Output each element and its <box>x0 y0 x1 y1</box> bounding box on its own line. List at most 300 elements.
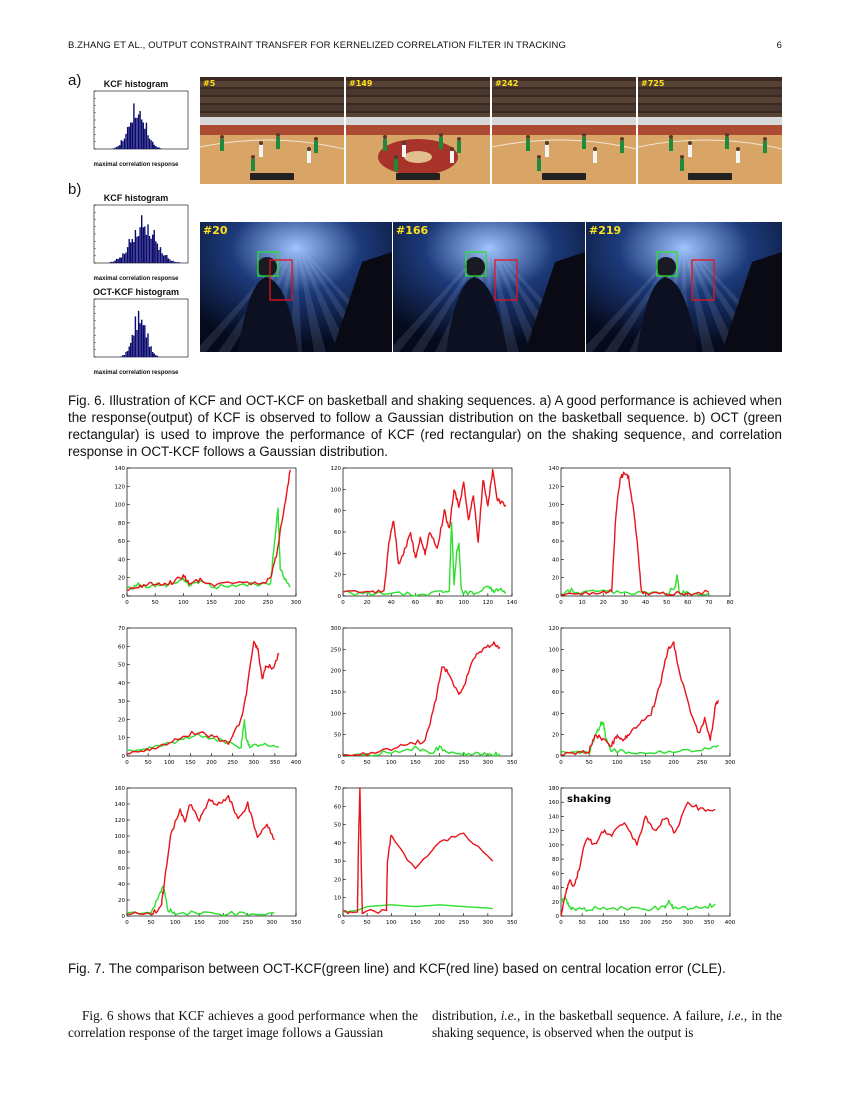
histogram-bar <box>124 139 125 149</box>
x-tick-label: 120 <box>482 600 494 606</box>
body-text: , in the shaking sequence, is observed when the output is <box>432 1008 783 1040</box>
cle-plot-6 <box>544 624 744 772</box>
x-tick-label: 200 <box>434 920 445 926</box>
x-tick-label: 60 <box>684 600 692 606</box>
histogram-bar <box>130 343 131 357</box>
histogram-bar <box>176 262 177 263</box>
histogram-bar <box>154 354 155 358</box>
histogram-bar <box>155 241 156 263</box>
plot-frame <box>561 628 730 756</box>
crowd-row <box>492 97 636 103</box>
crowd-row <box>346 97 490 103</box>
basketball-frame <box>346 77 490 184</box>
player <box>251 159 255 171</box>
x-tick-label: 70 <box>705 600 713 606</box>
x-tick-label: 80 <box>436 600 444 606</box>
y-tick-label: 80 <box>118 850 125 856</box>
x-tick-label: 250 <box>661 920 672 926</box>
y-tick-label: 60 <box>552 871 559 878</box>
x-tick-label: 0 <box>125 600 129 606</box>
player-head <box>725 133 729 137</box>
histogram-bar <box>138 236 139 263</box>
histogram-bar <box>130 123 131 150</box>
plot-frame <box>127 628 296 756</box>
histogram-bar <box>122 355 123 357</box>
basketball-frame <box>638 77 782 184</box>
histogram-bar <box>161 253 162 263</box>
histogram-bar <box>160 148 161 149</box>
player-head <box>680 155 684 159</box>
x-tick-label: 20 <box>599 600 607 606</box>
player-head <box>736 147 740 151</box>
frame-number: #725 <box>641 79 665 88</box>
histogram-bar <box>150 140 151 149</box>
x-tick-label: 350 <box>703 920 715 926</box>
histogram-bar <box>139 227 140 263</box>
frame-number: #5 <box>203 79 216 88</box>
x-tick-label: 300 <box>482 920 494 926</box>
plot-title: shaking <box>567 794 612 805</box>
histogram-bar <box>116 147 117 149</box>
histogram-bar <box>122 141 123 149</box>
player <box>669 139 673 151</box>
y-tick-label: 30 <box>334 859 341 866</box>
x-tick-label: 40 <box>387 600 395 606</box>
histogram-bar <box>171 261 172 263</box>
histogram-bar <box>133 242 134 263</box>
plot-frame <box>343 788 512 916</box>
histogram-bar <box>157 356 158 357</box>
x-tick-label: 100 <box>170 920 181 926</box>
histogram-bar <box>135 230 136 263</box>
player <box>383 139 387 151</box>
x-tick-label: 50 <box>147 920 155 926</box>
crowd-row <box>200 105 344 111</box>
x-tick-label: 200 <box>434 760 445 766</box>
player-head <box>582 133 586 137</box>
panel-b-label: b) <box>68 181 82 198</box>
histogram-bar <box>152 352 153 357</box>
histogram-bar <box>163 255 164 263</box>
y-tick-label: 20 <box>552 575 559 582</box>
x-tick-label: 350 <box>269 760 281 766</box>
cle-plot-1 <box>110 464 310 612</box>
panel-a-label: a) <box>68 72 82 89</box>
frame-number: #219 <box>589 224 622 237</box>
histogram-bar <box>143 325 144 357</box>
histogram-bar <box>138 114 139 149</box>
x-tick-label: 350 <box>506 760 518 766</box>
histogram-bar <box>136 237 137 263</box>
histogram-bar <box>129 347 130 358</box>
y-tick-label: 30 <box>118 699 125 706</box>
player <box>276 137 280 149</box>
frame-number: #166 <box>396 224 429 237</box>
y-tick-label: 80 <box>118 520 125 527</box>
y-tick-label: 80 <box>334 508 341 515</box>
histogram-bar <box>158 147 159 149</box>
histogram-title: KCF histogram <box>103 193 169 203</box>
performer-head <box>656 257 676 277</box>
player-head <box>383 135 387 139</box>
basketball-frame <box>200 77 344 184</box>
player-head <box>593 147 597 151</box>
x-tick-label: 10 <box>578 600 586 606</box>
y-tick-label: 160 <box>114 786 125 792</box>
histogram-bar <box>124 355 125 357</box>
y-tick-label: 160 <box>548 800 559 807</box>
player-head <box>439 133 443 137</box>
player-head <box>220 135 224 139</box>
histogram-plot <box>80 297 192 365</box>
histogram-bar <box>146 337 147 357</box>
histogram-bar <box>177 262 178 263</box>
x-tick-label: 350 <box>290 920 302 926</box>
histogram-bar <box>146 123 147 149</box>
player <box>314 141 318 153</box>
histogram-plot <box>80 89 192 157</box>
histogram-bar <box>165 255 166 263</box>
y-tick-label: 120 <box>548 484 559 491</box>
histogram-bar <box>166 255 167 263</box>
crowd-row <box>200 97 344 103</box>
y-tick-label: 20 <box>552 732 559 739</box>
y-tick-label: 40 <box>118 680 125 687</box>
x-tick-label: 300 <box>290 600 302 606</box>
histogram-bar <box>155 355 156 357</box>
y-tick-label: 120 <box>548 828 559 835</box>
histogram-bar <box>121 356 122 357</box>
histogram-bar <box>135 118 136 149</box>
y-tick-label: 10 <box>334 895 341 902</box>
y-tick-label: 70 <box>118 626 125 632</box>
y-tick-label: 120 <box>330 466 341 472</box>
scoreboard <box>688 173 732 180</box>
x-tick-label: 80 <box>726 600 734 606</box>
plot-frame <box>127 788 296 916</box>
crowd-row <box>492 89 636 95</box>
player <box>763 141 767 153</box>
player <box>259 145 263 157</box>
histogram-bar <box>129 127 130 149</box>
x-tick-label: 300 <box>682 920 693 926</box>
histogram-bar <box>132 335 133 357</box>
x-tick-label: 150 <box>185 760 196 766</box>
histogram-bar <box>116 259 117 263</box>
x-tick-label: 250 <box>262 600 274 606</box>
histogram-bar <box>146 235 147 263</box>
histogram-bar <box>152 142 153 149</box>
x-tick-label: 0 <box>559 600 563 606</box>
x-tick-label: 150 <box>410 920 421 926</box>
y-tick-label: 0 <box>337 594 341 600</box>
histogram-xlabel: maximal correlation response <box>93 370 179 376</box>
y-tick-label: 40 <box>118 557 125 564</box>
y-tick-label: 100 <box>114 834 125 840</box>
x-tick-label: 100 <box>598 920 609 926</box>
running-header <box>68 40 782 51</box>
player-head <box>251 155 255 159</box>
player <box>450 151 454 163</box>
y-tick-label: 0 <box>555 754 559 760</box>
oct-kcf-histogram <box>80 287 192 377</box>
histogram-bar <box>141 215 142 263</box>
x-tick-label: 50 <box>363 760 371 766</box>
histogram-bar <box>113 262 114 263</box>
x-tick-label: 200 <box>234 600 245 606</box>
player <box>457 141 461 153</box>
y-tick-label: 50 <box>334 822 341 829</box>
histogram-bar <box>138 311 139 357</box>
y-tick-label: 40 <box>118 882 125 888</box>
y-tick-label: 20 <box>118 898 125 904</box>
y-tick-label: 60 <box>118 644 125 651</box>
histogram-bar <box>122 253 123 263</box>
x-tick-label: 50 <box>144 760 152 766</box>
x-tick-label: 300 <box>248 760 259 766</box>
y-tick-label: 140 <box>114 466 125 472</box>
histogram-bar <box>119 258 120 264</box>
y-tick-label: 40 <box>334 840 341 847</box>
plot-frame <box>561 788 730 916</box>
y-tick-label: 120 <box>548 626 559 632</box>
y-tick-label: 40 <box>334 551 341 558</box>
x-tick-label: 100 <box>164 760 175 766</box>
body-text: distribution, <box>432 1008 501 1023</box>
histogram-bar <box>152 235 153 263</box>
ad-board <box>200 117 344 125</box>
x-tick-label: 150 <box>194 920 205 926</box>
y-tick-label: 20 <box>334 877 341 884</box>
y-tick-label: 0 <box>555 914 559 920</box>
court-edge <box>200 125 344 135</box>
y-tick-label: 0 <box>337 754 341 760</box>
scoreboard <box>396 173 440 180</box>
x-tick-label: 100 <box>386 920 397 926</box>
histogram-bar <box>111 262 112 263</box>
histogram-bar <box>136 330 137 357</box>
y-tick-label: 200 <box>330 668 341 675</box>
histogram-bar <box>155 146 156 149</box>
x-tick-label: 200 <box>640 920 651 926</box>
x-tick-label: 0 <box>125 760 129 766</box>
player-head <box>402 141 406 145</box>
histogram-bar <box>150 239 151 263</box>
x-tick-label: 50 <box>585 760 593 766</box>
x-tick-label: 100 <box>386 760 397 766</box>
y-tick-label: 100 <box>548 842 559 849</box>
y-tick-label: 0 <box>555 594 559 600</box>
histogram-bar <box>158 250 159 263</box>
histogram-bar <box>144 325 145 357</box>
histogram-bar <box>149 236 150 263</box>
y-tick-label: 100 <box>330 711 341 718</box>
x-tick-label: 0 <box>125 920 129 926</box>
x-tick-label: 50 <box>578 920 586 926</box>
player-head <box>526 135 530 139</box>
y-tick-label: 40 <box>552 885 559 892</box>
x-tick-label: 250 <box>458 760 469 766</box>
histogram-bar <box>133 336 134 357</box>
crowd-row <box>638 105 782 111</box>
running-title: B.ZHANG ET AL., OUTPUT CONSTRAINT TRANSFER FOR KERNELIZED CORRELATION FILTER IN TRACKING <box>68 40 566 51</box>
y-tick-label: 150 <box>330 690 341 696</box>
player-head <box>545 141 549 145</box>
x-tick-label: 250 <box>227 760 238 766</box>
x-tick-label: 250 <box>242 920 253 926</box>
y-tick-label: 60 <box>552 539 559 546</box>
x-tick-label: 100 <box>458 600 469 606</box>
y-tick-label: 60 <box>118 539 125 546</box>
x-tick-label: 60 <box>411 600 419 606</box>
crowd-row <box>200 81 344 87</box>
body-text-italic: i.e. <box>727 1008 744 1023</box>
y-tick-label: 100 <box>330 487 341 494</box>
y-tick-label: 80 <box>552 520 559 527</box>
histogram-bar <box>136 118 137 149</box>
y-tick-label: 250 <box>330 647 341 654</box>
histogram-bar <box>121 140 122 149</box>
histogram-bar <box>141 320 142 357</box>
x-tick-label: 0 <box>341 600 345 606</box>
player <box>620 141 624 153</box>
y-tick-label: 10 <box>118 735 125 742</box>
cle-plot-8 <box>326 784 526 932</box>
player <box>220 139 224 151</box>
histogram-xlabel: maximal correlation response <box>93 162 179 168</box>
x-tick-label: 50 <box>663 600 671 606</box>
x-tick-label: 100 <box>178 600 189 606</box>
cle-plot-3 <box>544 464 744 612</box>
y-tick-label: 140 <box>114 802 125 808</box>
histogram-xlabel: maximal correlation response <box>93 276 179 282</box>
x-tick-label: 150 <box>410 760 421 766</box>
y-tick-label: 60 <box>334 530 341 536</box>
x-tick-label: 140 <box>506 600 518 606</box>
histogram-bar <box>130 243 131 264</box>
player-head <box>763 137 767 141</box>
histogram-bar <box>147 135 148 149</box>
histogram-bar <box>141 120 142 150</box>
x-tick-label: 400 <box>724 920 736 926</box>
y-tick-label: 100 <box>548 502 559 509</box>
player <box>582 137 586 149</box>
x-tick-label: 40 <box>642 600 649 606</box>
performer-head <box>465 257 485 277</box>
histogram-bar <box>143 123 144 150</box>
figure-6-caption: Fig. 6. Illustration of KCF and OCT-KCF on basketball and shaking sequences. a) A good performance is achieved when the response(output) of KCF is observed to follow a Gaussian distribution on the basketball sequence. b) OCT (green rectangular) is used to improve the performance of KCF (red rectangular) on the shaking sequence, and correlation response in OCT-KCF follows a Gaussian distribution. <box>68 393 782 459</box>
player <box>688 145 692 157</box>
scoreboard <box>542 173 586 180</box>
player <box>439 137 443 149</box>
y-tick-label: 60 <box>334 804 341 811</box>
y-tick-label: 40 <box>552 711 559 718</box>
histogram-bar <box>172 261 173 263</box>
player <box>307 151 311 163</box>
histogram-bar <box>139 323 140 357</box>
ad-board <box>638 117 782 125</box>
histogram-bar <box>147 224 148 263</box>
court-edge <box>346 125 490 135</box>
ad-board <box>346 117 490 125</box>
ad-board <box>492 117 636 125</box>
player-head <box>307 147 311 151</box>
histogram-bar <box>135 316 136 357</box>
y-tick-label: 180 <box>548 786 559 792</box>
y-tick-label: 40 <box>552 557 559 564</box>
y-tick-label: 120 <box>114 818 125 824</box>
page-number: 6 <box>776 40 782 51</box>
frame-number: #242 <box>495 79 519 88</box>
histogram-bar <box>118 259 119 263</box>
x-tick-label: 50 <box>151 600 159 606</box>
histogram-bar <box>110 262 111 263</box>
body-text-italic: i.e. <box>500 1008 517 1023</box>
histogram-bar <box>157 147 158 149</box>
x-tick-label: 400 <box>290 760 302 766</box>
x-tick-label: 250 <box>458 920 469 926</box>
histogram-bar <box>160 247 161 263</box>
histogram-bar <box>139 111 140 149</box>
court-edge <box>638 125 782 135</box>
player <box>537 159 541 171</box>
cle-plot-2 <box>326 464 526 612</box>
histogram-bar <box>143 227 144 263</box>
x-tick-label: 0 <box>341 920 345 926</box>
y-tick-label: 50 <box>118 662 125 669</box>
histogram-bar <box>125 253 126 264</box>
kcf-histogram-b <box>80 193 192 283</box>
shaking-frame <box>586 222 782 352</box>
player-head <box>259 141 263 145</box>
histogram-bar <box>154 145 155 149</box>
histogram-bar <box>174 262 175 263</box>
histogram-bar <box>127 351 128 357</box>
y-tick-label: 50 <box>334 732 341 739</box>
x-tick-label: 150 <box>640 760 651 766</box>
player <box>545 145 549 157</box>
histogram-bar <box>169 259 170 263</box>
player-head <box>669 135 673 139</box>
player-head <box>450 147 454 151</box>
x-tick-label: 0 <box>559 760 563 766</box>
y-tick-label: 300 <box>330 626 341 632</box>
x-tick-label: 200 <box>206 760 217 766</box>
y-tick-label: 60 <box>118 866 125 872</box>
histogram-bar <box>149 139 150 149</box>
histogram-bar <box>149 347 150 357</box>
player <box>526 139 530 151</box>
player-head <box>276 133 280 137</box>
y-tick-label: 20 <box>334 572 341 579</box>
histogram-bar <box>125 134 126 149</box>
frame-number: #149 <box>349 79 373 88</box>
histogram-bar <box>113 148 114 149</box>
histogram-bar <box>154 230 155 263</box>
histogram-bar <box>132 123 133 150</box>
histogram-bar <box>179 262 180 263</box>
x-tick-label: 300 <box>724 760 736 766</box>
basketball-frame <box>492 77 636 184</box>
figure-7-caption: Fig. 7. The comparison between OCT-KCF(green line) and KCF(red line) based on central location error (CLE). <box>68 961 726 976</box>
x-tick-label: 100 <box>612 760 623 766</box>
crowd-row <box>638 89 782 95</box>
histogram-bar <box>119 145 120 149</box>
histogram-bar <box>133 103 134 149</box>
y-tick-label: 0 <box>337 914 341 920</box>
histogram-bar <box>144 129 145 149</box>
crowd-row <box>638 97 782 103</box>
